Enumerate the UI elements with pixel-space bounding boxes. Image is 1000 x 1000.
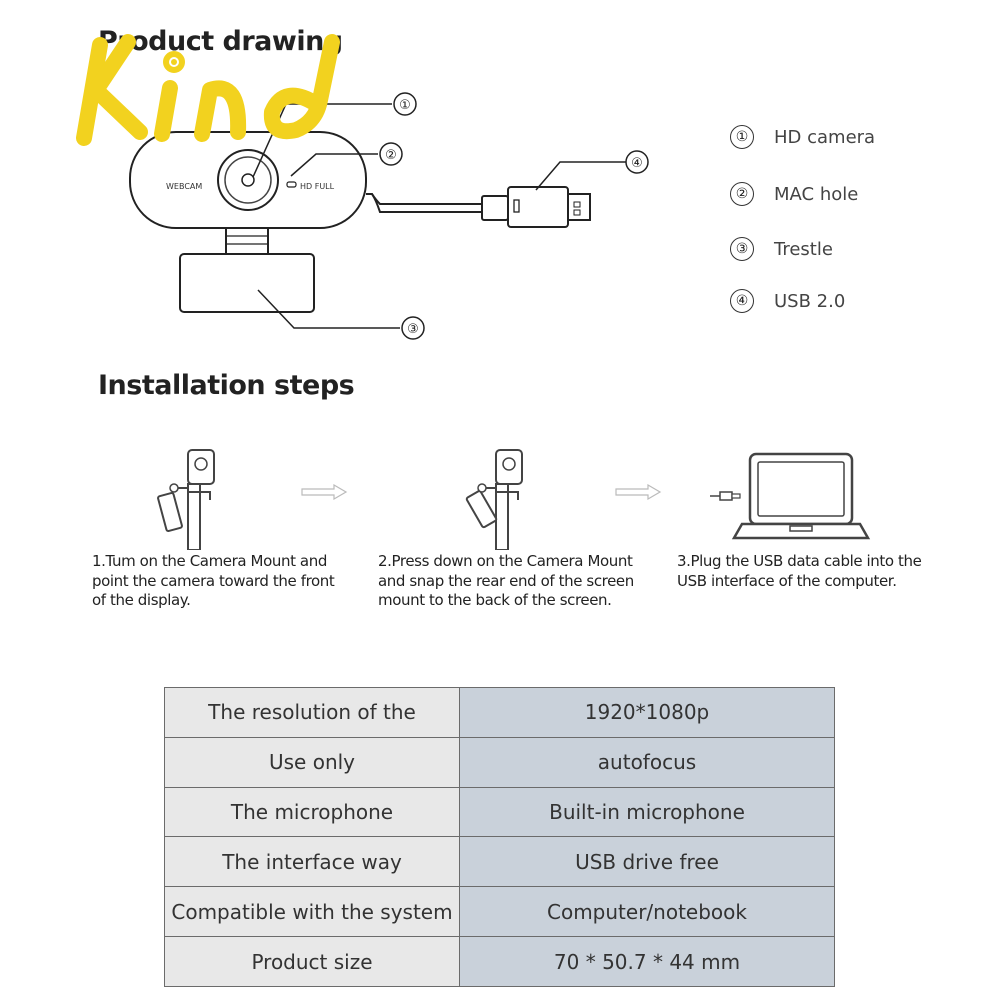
step-2-text: 2.Press down on the Camera Mount and snap the rear end of the screen mount to the back of the screen. xyxy=(378,552,634,609)
table-row xyxy=(165,837,835,887)
lens-center xyxy=(242,174,254,186)
mic-hole xyxy=(287,182,296,187)
spec-key: Product size xyxy=(165,937,460,987)
legend-label: Trestle xyxy=(774,238,833,260)
callout-1: ① xyxy=(399,98,411,113)
specification-table xyxy=(164,687,835,987)
spec-key: The microphone xyxy=(165,787,460,837)
arrow-icon xyxy=(300,484,350,500)
leader-line-4 xyxy=(536,162,626,190)
legend-label: HD camera xyxy=(774,126,876,148)
legend-number: ① xyxy=(730,125,754,149)
legend-number: ③ xyxy=(730,237,754,261)
kind-watermark-logo xyxy=(70,20,390,150)
legend-item-trestle xyxy=(730,235,833,263)
spec-key: The interface way xyxy=(165,837,460,887)
camera-neck xyxy=(226,228,268,254)
table-row xyxy=(165,737,835,787)
spec-key: The resolution of the xyxy=(165,688,460,738)
table-row xyxy=(165,787,835,837)
legend-item-usb xyxy=(730,287,845,315)
legend-number: ④ xyxy=(730,289,754,313)
step2-illustration xyxy=(448,440,548,550)
spec-value: 70 * 50.7 * 44 mm xyxy=(460,937,835,987)
spec-value: Built-in microphone xyxy=(460,787,835,837)
table-row xyxy=(165,937,835,987)
usb-strain-relief xyxy=(482,196,508,220)
legend-item-hd-camera xyxy=(730,123,875,151)
step1-illustration xyxy=(140,440,240,550)
spec-value: USB drive free xyxy=(460,837,835,887)
callout-4: ④ xyxy=(631,156,643,171)
spec-value: Computer/notebook xyxy=(460,887,835,937)
callout-2: ② xyxy=(385,148,397,163)
legend-number: ② xyxy=(730,182,754,206)
legend-label: USB 2.0 xyxy=(774,290,846,312)
usb-cable xyxy=(366,194,482,204)
trestle-base xyxy=(180,254,314,312)
spec-key: Use only xyxy=(165,737,460,787)
table-row xyxy=(165,688,835,738)
spec-value: autofocus xyxy=(460,737,835,787)
legend-label: MAC hole xyxy=(774,183,859,205)
arrow-icon xyxy=(614,484,664,500)
product-drawing-heading: Product drawing xyxy=(98,26,343,57)
step-1-text: 1.Tum on the Camera Mount and point the camera toward the front of the display. xyxy=(92,552,335,609)
webcam-print-label: WEBCAM xyxy=(166,182,203,191)
installation-steps-heading: Installation steps xyxy=(98,370,355,401)
table-row xyxy=(165,887,835,937)
hd-full-print-label: HD FULL xyxy=(300,182,335,191)
spec-value: 1920*1080p xyxy=(460,688,835,738)
callout-3: ③ xyxy=(407,322,419,337)
legend-item-mac-hole xyxy=(730,180,858,208)
step3-laptop-illustration xyxy=(706,448,876,542)
spec-key: Compatible with the system xyxy=(165,887,460,937)
step-3-text: 3.Plug the USB data cable into the USB interface of the computer. xyxy=(677,552,922,590)
